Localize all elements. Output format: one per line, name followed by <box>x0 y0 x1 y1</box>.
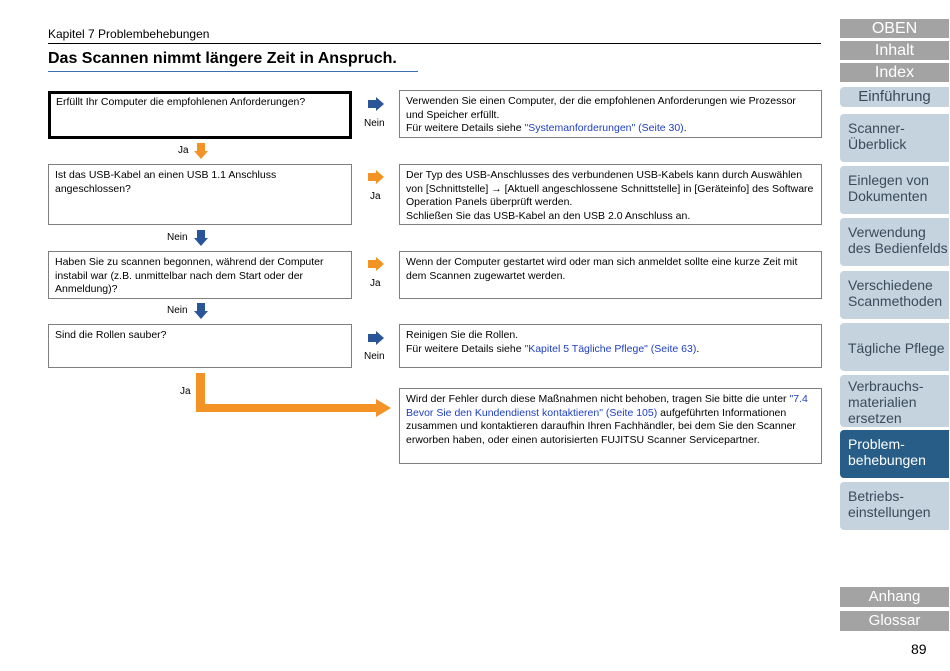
answer-4-period: . <box>696 342 700 355</box>
nav-tab-bedienfeld[interactable]: Verwendung des Bedienfelds <box>840 218 949 266</box>
label-no-3: Nein <box>167 305 188 316</box>
arrow-down-no-3 <box>194 303 208 319</box>
question-1-box <box>48 91 352 139</box>
page-title: Das Scannen nimmt längere Zeit in Anspruch. <box>48 50 397 67</box>
question-4-box <box>48 324 352 368</box>
answer-5-text-end: aufgeführten Informationen zusammen und kontaktieren daraufhin Ihren Fachhändler, bei dem Sie den Scanner erworben haben, oder einen autorisierten FUJITSU Scanner Servicepartner. <box>406 406 796 446</box>
nav-tab-problembehebungen[interactable]: Problem-behebungen <box>840 430 949 478</box>
answer-3-box <box>399 251 822 299</box>
chapter-header: Kapitel 7 Problembehebungen <box>48 27 210 41</box>
arrow-yes-to-support <box>194 373 394 417</box>
answer-1-box <box>399 90 822 138</box>
question-3-text: Haben Sie zu scannen begonnen, während der Computer instabil war (z.B. unmittelbar nach dem Start oder der Anmeldung)? <box>55 256 324 295</box>
nav-tab-einlegen[interactable]: Einlegen von Dokumenten <box>840 166 949 214</box>
arrow-right-yes-2 <box>368 170 384 184</box>
answer-5-text-start: Wird der Fehler durch diese Maßnahmen nicht behoben, tragen Sie bitte die unter <box>406 393 790 405</box>
answer-4-line1: Reinigen Sie die Rollen. <box>406 329 519 341</box>
answer-4-box <box>399 324 822 368</box>
question-2-text: Ist das USB-Kabel an einen USB 1.1 Anschluss angeschlossen? <box>55 169 277 195</box>
nav-index[interactable]: Index <box>840 63 949 82</box>
answer-4-line2: Für weitere Details siehe <box>406 342 525 355</box>
answer-1-period: . <box>683 122 687 134</box>
label-no-4: Nein <box>364 351 385 362</box>
label-no-1: Nein <box>364 118 385 129</box>
link-taegliche-pflege[interactable]: "Kapitel 5 Tägliche Pflege" (Seite 63) <box>524 342 697 355</box>
header-rule <box>48 43 821 44</box>
arrow-right-no-1 <box>368 97 384 111</box>
nav-anhang[interactable]: Anhang <box>840 587 949 607</box>
answer-2-line2: Schließen Sie das USB-Kabel an den USB 2.0 Anschluss an. <box>406 209 691 222</box>
label-yes-2: Ja <box>370 191 381 202</box>
link-systemanforderungen[interactable]: "Systemanforderungen" (Seite 30) <box>524 122 684 134</box>
answer-2-box <box>399 164 822 225</box>
question-1-text: Erfüllt Ihr Computer die empfohlenen Anforderungen? <box>56 96 306 108</box>
nav-tab-verbrauchsmaterialien[interactable]: Verbrauchs-materialien ersetzen <box>840 375 949 427</box>
arrow-down-no-2 <box>194 230 208 246</box>
label-yes-1: Ja <box>178 145 189 156</box>
answer-5-box <box>399 388 822 464</box>
nav-tab-betriebseinstellungen[interactable]: Betriebs-einstellungen <box>840 482 949 530</box>
link-kundendienst[interactable]: "7.4 Bevor Sie den Kundendienst kontaktieren" (Seite 105) <box>406 393 808 419</box>
answer-1-line2: Für weitere Details siehe <box>406 122 525 134</box>
answer-3-text: Wenn der Computer gestartet wird oder man sich anmeldet sollte eine kurze Zeit mit dem Scannen zugewartet werden. <box>406 256 798 282</box>
nav-tab-scanmethoden[interactable]: Verschiedene Scanmethoden <box>840 271 949 319</box>
answer-2-line1: Der Typ des USB-Anschlusses des verbundenen USB-Kabels kann durch Auswählen von [Schnittstelle] → [Aktuell angeschlossene Schnittstelle] in [Geräteinfo] des Software Operation Panels überprüft werden. <box>406 169 814 208</box>
nav-glossar[interactable]: Glossar <box>840 611 949 631</box>
label-yes-4: Ja <box>180 386 191 397</box>
label-no-2: Nein <box>167 232 188 243</box>
arrow-right-yes-3 <box>368 257 384 271</box>
arrow-right-no-4 <box>368 331 384 345</box>
title-underline <box>48 71 418 72</box>
page-number: 89 <box>911 641 927 657</box>
nav-tab-pflege[interactable]: Tägliche Pflege <box>840 323 949 371</box>
answer-1-line1: Verwenden Sie einen Computer, der die empfohlenen Anforderungen wie Prozessor und Speicher erfüllt. <box>406 95 796 121</box>
nav-inhalt[interactable]: Inhalt <box>840 41 949 60</box>
nav-einfuehrung[interactable]: Einführung <box>840 87 949 107</box>
question-2-box <box>48 164 352 225</box>
label-yes-3: Ja <box>370 278 381 289</box>
question-4-text: Sind die Rollen sauber? <box>55 329 167 341</box>
arrow-down-yes-1 <box>194 143 208 159</box>
question-3-box <box>48 251 352 299</box>
nav-oben[interactable]: OBEN <box>840 19 949 38</box>
nav-tab-scanner-ueberblick[interactable]: Scanner-Überblick <box>840 114 949 162</box>
